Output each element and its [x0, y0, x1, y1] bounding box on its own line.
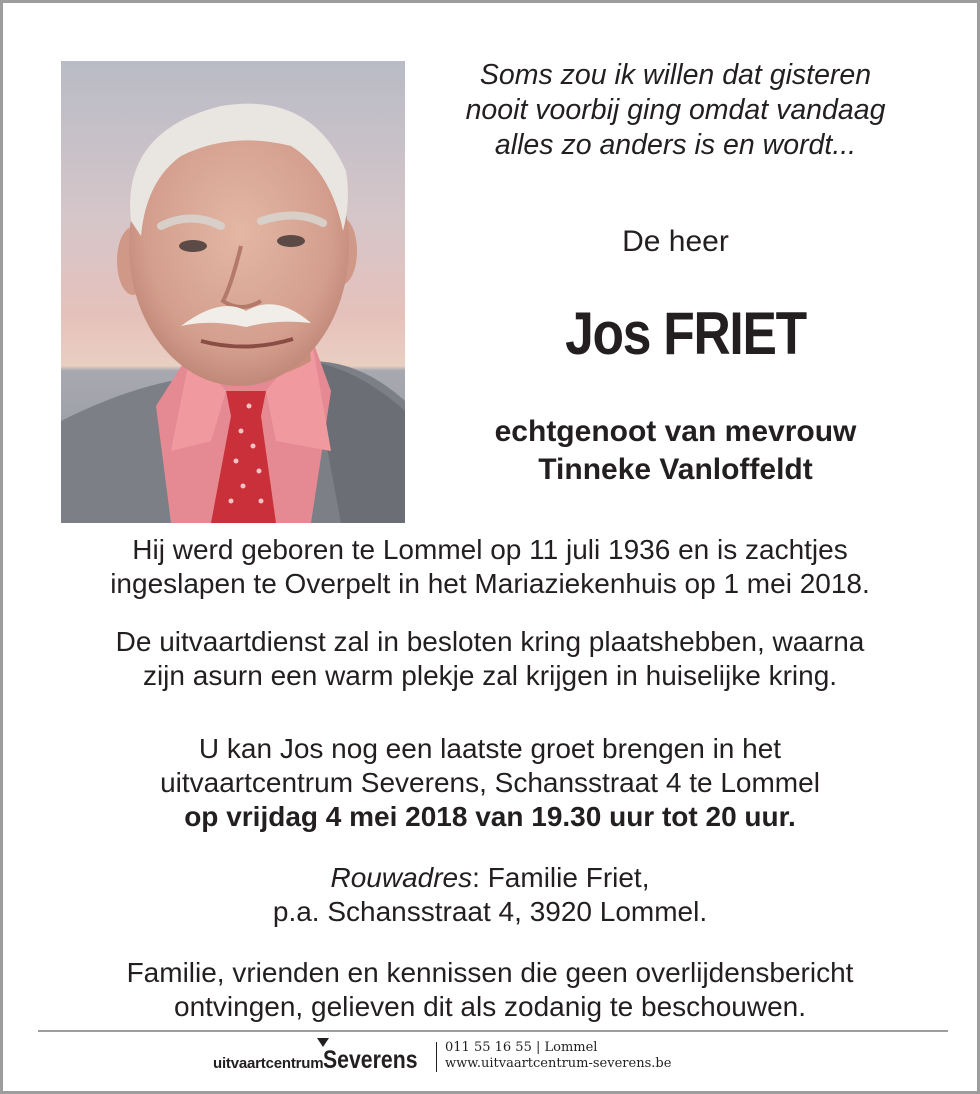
closing-paragraph — [33, 956, 947, 1024]
address-line — [33, 861, 947, 895]
paragraph-line: De uitvaartdienst zal in besloten kring plaatshebben, waarna — [115, 626, 865, 657]
spouse-line: echtgenoot van mevrouw — [494, 415, 857, 448]
address-value: : Familie Friet, — [472, 862, 650, 893]
service-paragraph — [33, 625, 947, 693]
footer-website[interactable]: www.uitvaartcentrum-severens.be — [445, 1056, 672, 1071]
portrait-image — [61, 61, 405, 523]
footer-separator — [436, 1042, 437, 1072]
paragraph-line: ingeslapen te Overpelt in het Mariaziekenhuis op 1 mei 2018. — [110, 568, 870, 599]
footer-phone: 011 55 16 55 | Lommel — [445, 1040, 598, 1055]
paragraph-line: Hij werd geboren te Lommel op 11 juli 1936 en is zachtjes — [132, 534, 848, 565]
paragraph-line: zijn asurn een warm plekje zal krijgen in huiselijke kring. — [142, 660, 838, 691]
address-label: Rouwadres — [330, 862, 473, 893]
deceased-name: Jos FRIET — [565, 300, 806, 367]
paragraph-line: ontvingen, gelieven dit als zodanig te beschouwen. — [174, 991, 806, 1022]
address-line: p.a. Schansstraat 4, 3920 Lommel. — [272, 896, 708, 927]
paragraph-line: Familie, vrienden en kennissen die geen overlijdensbericht — [126, 957, 854, 988]
spouse-name: Tinneke Vanloffeldt — [538, 453, 813, 486]
address-paragraph — [33, 861, 947, 929]
poem — [423, 58, 928, 163]
footer-prefix: uitvaartcentrum — [213, 1055, 324, 1072]
poem-line: alles zo anders is en wordt... — [494, 129, 857, 161]
footer-brand: Severens — [323, 1046, 418, 1074]
footer-contact — [445, 1040, 671, 1072]
poem-line: nooit voorbij ging omdat vandaag — [465, 94, 886, 126]
portrait-photo — [61, 61, 405, 523]
poem-line: Soms zou ik willen dat gisteren — [479, 59, 872, 91]
visitation-paragraph — [33, 732, 947, 834]
footer-divider — [38, 1030, 948, 1032]
paragraph-line: uitvaartcentrum Severens, Schansstraat 4 te Lommel — [160, 767, 820, 798]
paragraph-line: U kan Jos nog een laatste groet brengen in het — [198, 733, 782, 764]
birth-death-paragraph — [33, 533, 947, 601]
visitation-time: op vrijdag 4 mei 2018 van 19.30 uur tot 20 uur. — [184, 801, 796, 832]
spouse-info — [423, 413, 928, 489]
footer — [3, 1036, 980, 1091]
salutation: De heer — [622, 225, 729, 258]
